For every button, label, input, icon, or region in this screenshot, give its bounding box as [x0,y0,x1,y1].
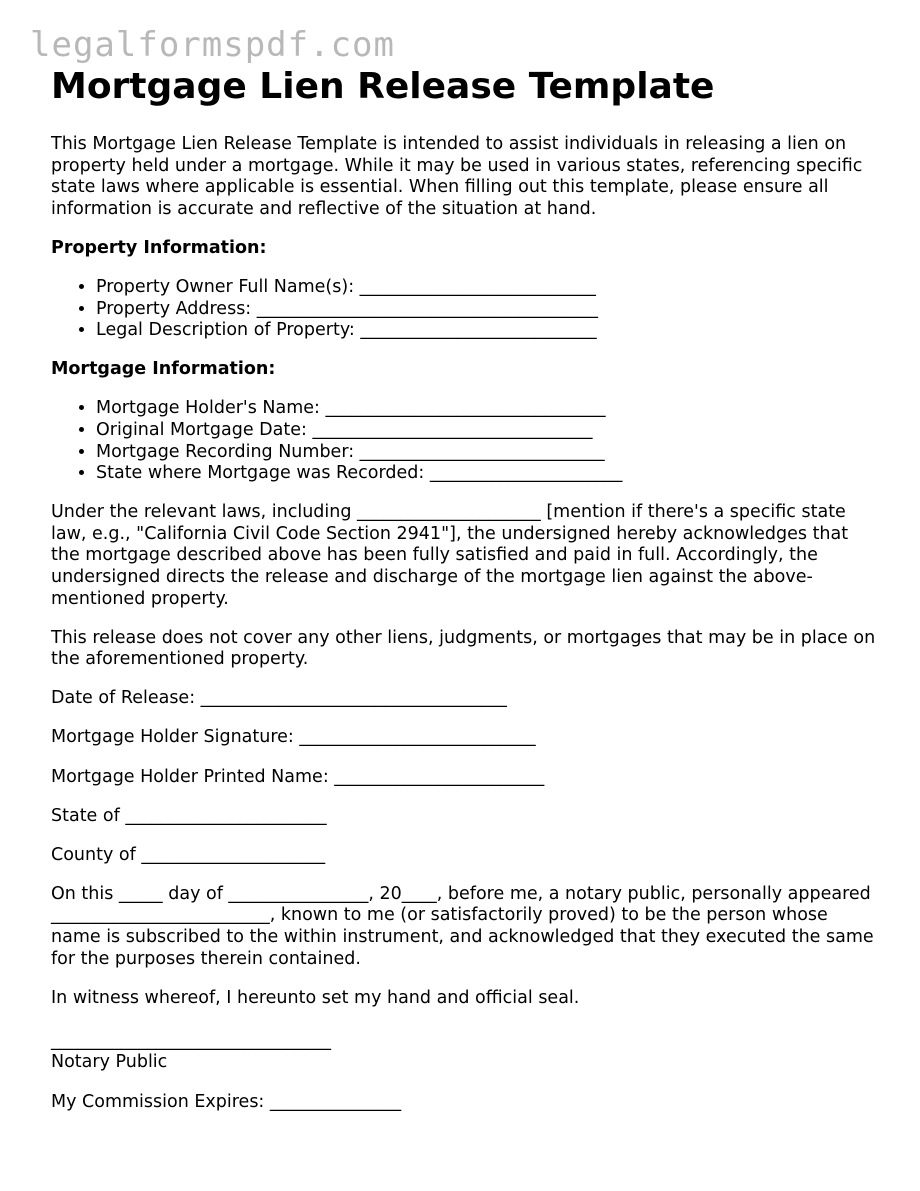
holder-printed-name-field: Mortgage Holder Printed Name: ________________________ [51,766,545,787]
property-section-heading: Property Information: [51,237,267,258]
commission-expires-field: My Commission Expires: _______________ [51,1091,402,1112]
list-item: • Mortgage Holder's Name: ________________________________ [96,398,881,420]
notary-paragraph: On this _____ day of ________________, 20____, before me, a notary public, personally appeared _________________________, known to me (or satisfactorily proved) to be the person whose name is subscribed to the within instrument, and acknowledged that they executed the same for the purposes therein contained. [51,883,874,969]
mortgage-info-list [51,398,881,484]
mortgage-section-heading: Mortgage Information: [51,359,276,380]
list-item: • State where Mortgage was Recorded: ______________________ [96,463,881,485]
property-info-list [51,277,881,342]
notary-signature-line: ________________________________ [51,1030,331,1051]
exclusion-paragraph: This release does not cover any other liens, judgments, or mortgages that may be in place on the aforementioned property. [51,627,876,670]
state-of-field: State of _______________________ [51,805,327,826]
list-item: • Mortgage Recording Number: ____________________________ [96,442,881,464]
list-item: • Property Owner Full Name(s): ___________________________ [96,277,881,299]
list-item: • Original Mortgage Date: ________________________________ [96,420,881,442]
notary-public-label: Notary Public [51,1052,168,1073]
witness-statement: In witness whereof, I hereunto set my hand and official seal. [51,987,580,1008]
county-of-field: County of _____________________ [51,844,326,865]
document-title: Mortgage Lien Release Template [51,66,715,107]
release-paragraph: Under the relevant laws, including _____________________ [mention if there's a specific state law, e.g., "California Civil Code Section 2941"], the undersigned hereby acknowledges that the mortgage described above has been fully satisfied and paid in full. Accordingly, the undersigned directs the release and discharge of the mortgage lien against the above-mentioned property. [51,502,849,609]
intro-paragraph: This Mortgage Lien Release Template is intended to assist individuals in releasing a lien on property held under a mortgage. While it may be used in various states, referencing specific state laws where applicable is essential. When filling out this template, please ensure all information is accurate and reflective of the situation at hand. [51,134,863,219]
list-item: • Legal Description of Property: ___________________________ [96,320,881,342]
site-watermark: legalformspdf.com [30,25,395,65]
date-of-release-field: Date of Release: ___________________________________ [51,688,507,709]
document-page [51,66,881,1131]
list-item: • Property Address: _______________________________________ [96,299,881,321]
holder-signature-field: Mortgage Holder Signature: ___________________________ [51,727,536,748]
